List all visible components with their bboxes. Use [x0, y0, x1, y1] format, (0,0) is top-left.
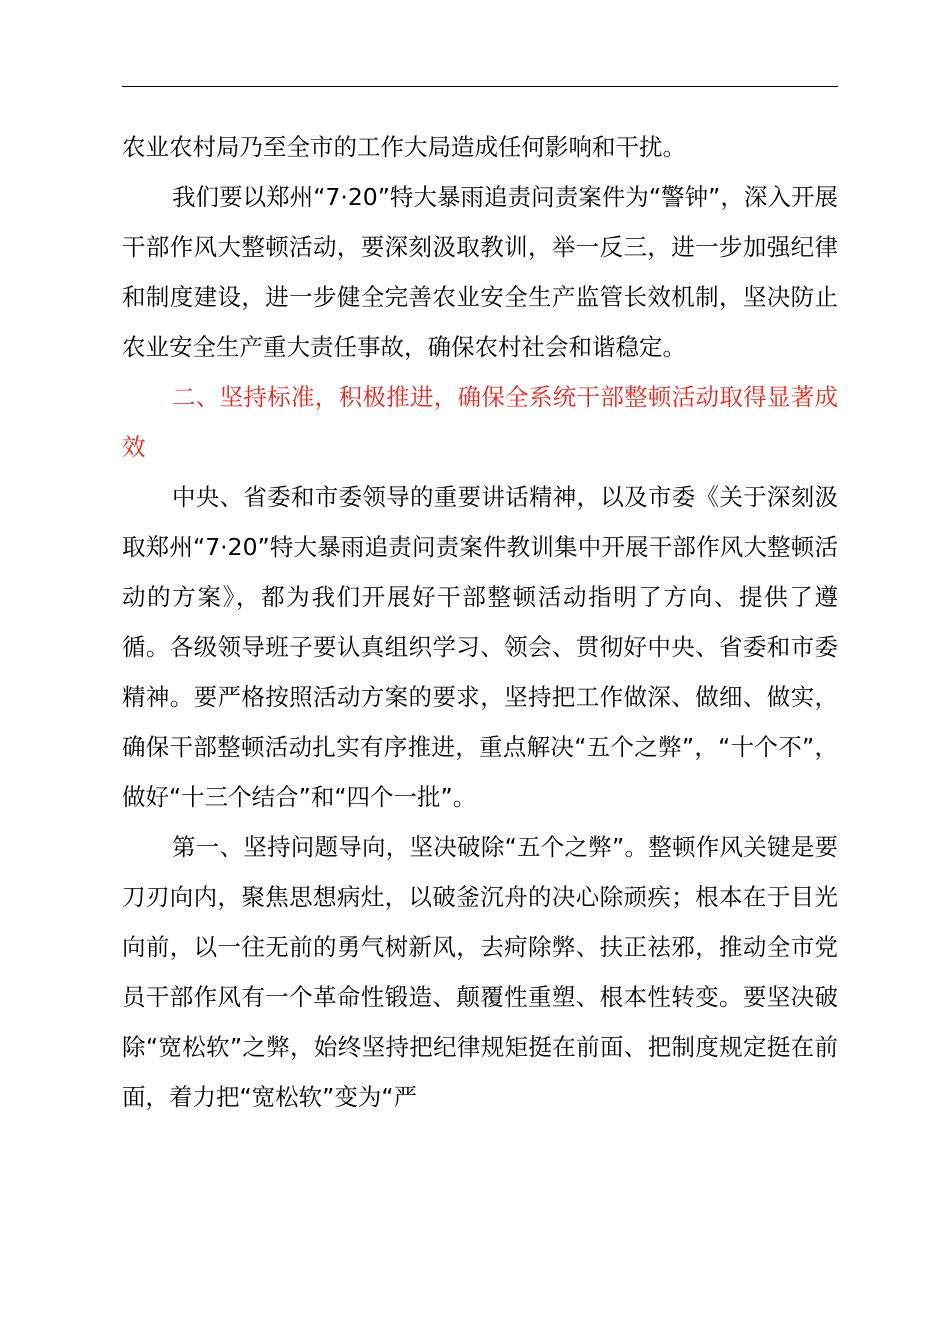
paragraph-body-2: 中央、省委和市委领导的重要讲话精神，以及市委《关于深刻汲取郑州“7·20”特大暴雨追责问责案件教训集中开展干部作风大整顿活动的方案》，都为我们开展好干部整顿活动指明了方向、提供了遵循。各级领导班子要认真组织学习、领会、贯彻好中央、省委和市委精神。要严格按照活动方案的要求，坚持把工作做深、做细、做实，确保干部整顿活动扎实有序推进，重点解决“五个之弊”，“十个不”，做好“十三个结合”和“四个一批”。 [122, 483, 838, 811]
paragraph-body-3: 第一、坚持问题导向，坚决破除“五个之弊”。整顿作风关键是要刀刃向内，聚焦思想病灶，以破釜沉舟的决心除顽疾；根本在于目光向前，以一往无前的勇气树新风，去疴除弊、扶正祛邪，推动全市党员干部作风有一个革命性锻造、颠覆性重塑、根本性转变。要坚决破除“宽松软”之弊，始终坚持把纪律规矩挺在前面、把制度规定挺在前面，着力把“宽松软”变为“严 [122, 833, 838, 1111]
paragraph-continuation: 农业农村局乃至全市的工作大局造成任何影响和干扰。 [122, 133, 686, 161]
document-body [122, 122, 838, 1122]
paragraph-body-1: 我们要以郑州“7·20”特大暴雨追责问责案件为“警钟”，深入开展干部作风大整顿活动，要深刻汲取教训，举一反三，进一步加强纪律和制度建设，进一步健全完善农业安全生产监管长效机制，坚决防止农业安全生产重大责任事故，确保农村社会和谐稳定。 [122, 183, 838, 361]
header-rule [122, 86, 838, 87]
section-heading: 二、坚持标准，积极推进，确保全系统干部整顿活动取得显著成效 [122, 383, 838, 461]
